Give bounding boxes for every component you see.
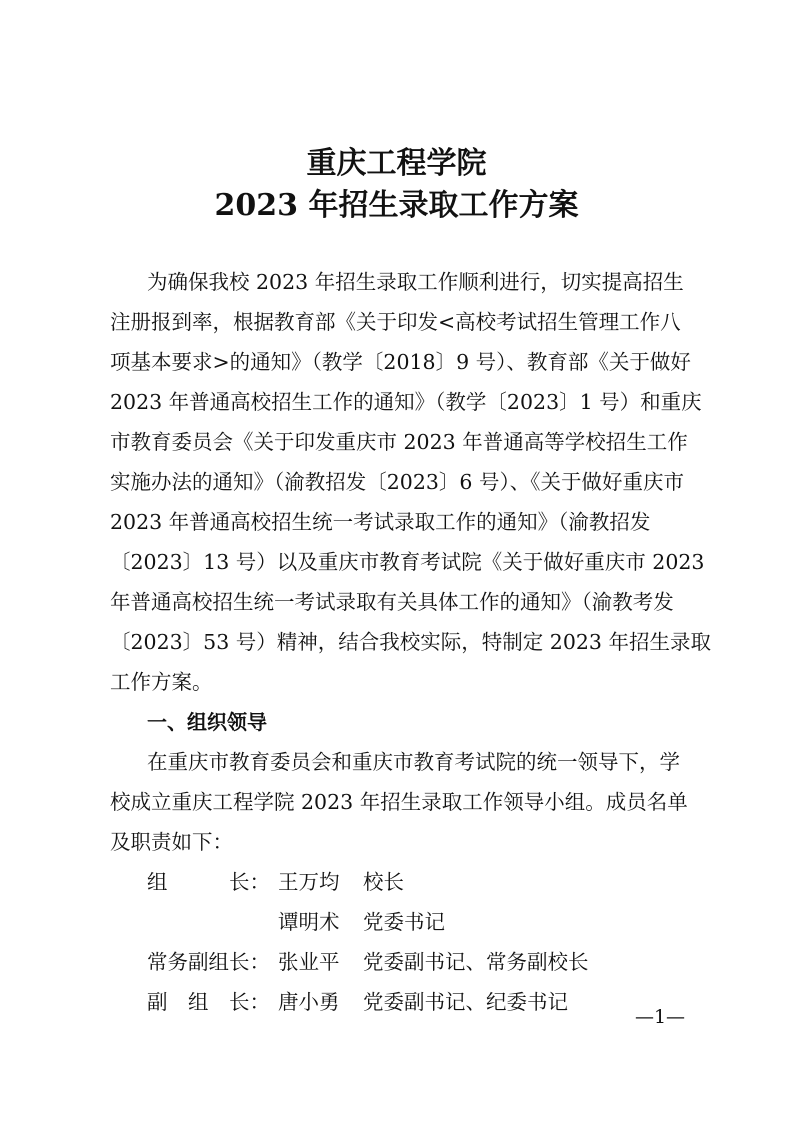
paragraph-line: 注册报到率，根据教育部《关于印发<高校考试招生管理工作八 — [110, 310, 681, 334]
paragraph-line: 工作方案。 — [110, 670, 213, 694]
member-role: 常务副组长： — [147, 950, 270, 974]
document-subtitle: 2023 年招生录取工作方案 — [214, 188, 579, 223]
section-heading: 一、组织领导 — [147, 710, 267, 734]
member-name: 张业平 — [278, 950, 340, 974]
paragraph-line: 实施办法的通知》（渝教招发〔2023〕6 号）、《关于做好重庆市 — [110, 470, 684, 494]
member-name: 王万均 — [278, 870, 340, 894]
paragraph-line: 〔2023〕13 号）以及重庆市教育考试院《关于做好重庆市 2023 — [110, 550, 705, 574]
paragraph-line: 2023 年普通高校招生统一考试录取工作的通知》（渝教招发 — [110, 510, 651, 534]
member-name: 谭明术 — [278, 910, 340, 934]
paragraph-line: 年普通高校招生统一考试录取有关具体工作的通知》（渝教考发 — [110, 590, 674, 614]
paragraph-line: 市教育委员会《关于印发重庆市 2023 年普通高等学校招生工作 — [110, 430, 688, 454]
paragraph-line: 在重庆市教育委员会和重庆市教育考试院的统一领导下，学 — [147, 750, 680, 774]
member-role: 组 长： — [147, 870, 270, 894]
member-duty: 校长 — [363, 870, 404, 894]
paragraph-line: 及职责如下： — [110, 830, 233, 854]
paragraph-line: 〔2023〕53 号）精神，结合我校实际，特制定 2023 年招生录取 — [110, 630, 711, 654]
member-role: 副 组 长： — [147, 990, 270, 1014]
member-duty: 党委副书记、常务副校长 — [363, 950, 589, 974]
member-duty: 党委书记 — [363, 910, 445, 934]
page-number: —1— — [634, 1006, 686, 1028]
paragraph-line: 校成立重庆工程学院 2023 年招生录取工作领导小组。成员名单 — [110, 790, 688, 814]
member-name: 唐小勇 — [278, 990, 340, 1014]
document-title: 重庆工程学院 — [306, 146, 487, 181]
member-duty: 党委副书记、纪委书记 — [363, 990, 568, 1014]
paragraph-line: 项基本要求>的通知》（教学〔2018〕9 号）、教育部《关于做好 — [110, 350, 691, 374]
paragraph-line: 为确保我校 2023 年招生录取工作顺利进行，切实提高招生 — [147, 270, 684, 294]
paragraph-line: 2023 年普通高校招生工作的通知》（教学〔2023〕1 号）和重庆 — [110, 390, 702, 414]
